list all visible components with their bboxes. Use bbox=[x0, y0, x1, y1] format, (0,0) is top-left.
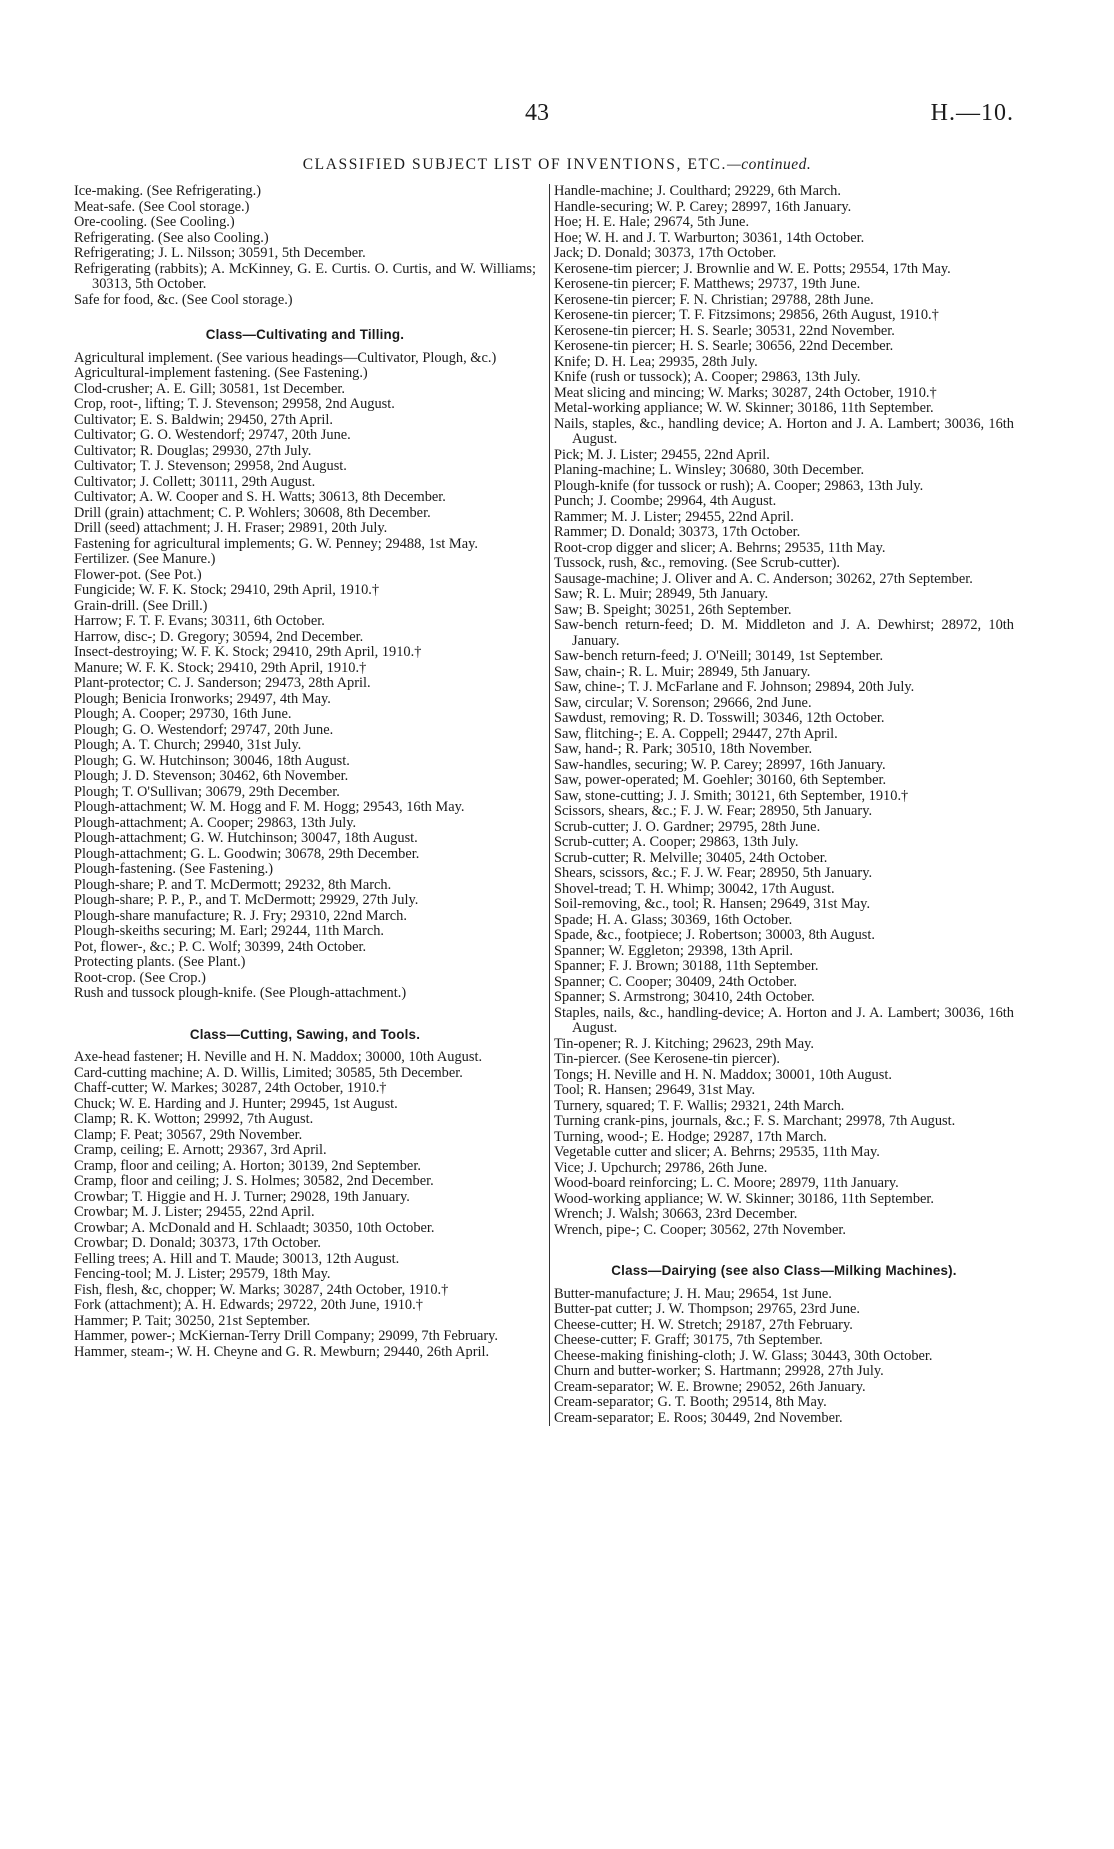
list-item: Plough; G. O. Westendorf; 29747, 20th June. bbox=[74, 721, 334, 738]
list-item: Cramp, floor and ceiling; A. Horton; 30139, 2nd September. bbox=[74, 1157, 421, 1174]
list-item: Saw-bench return-feed; J. O'Neill; 30149, 1st September. bbox=[554, 648, 884, 664]
cutting-continued-entries bbox=[554, 184, 1014, 1238]
spacer bbox=[74, 308, 536, 327]
running-head-title: CLASSIFIED SUBJECT LIST OF INVENTIONS, ETC. bbox=[302, 156, 728, 173]
list-item: Ore-cooling. (See Cooling.) bbox=[74, 214, 235, 230]
running-head-suffix: —continued. bbox=[727, 156, 812, 173]
spacer bbox=[74, 1002, 536, 1027]
list-item: Fish, flesh, &c, chopper; W. Marks; 30287, 24th October, 1910.† bbox=[74, 1281, 449, 1298]
list-item: Plough-attachment; G. W. Hutchinson; 30047, 18th August. bbox=[74, 830, 418, 846]
list-item: Axe-head fastener; H. Neville and H. N. Maddox; 30000, 10th August. bbox=[74, 1049, 483, 1065]
list-item: Hoe; W. H. and J. T. Warburton; 30361, 14th October. bbox=[554, 229, 865, 246]
list-item: Shears, scissors, &c.; F. J. W. Fear; 28950, 5th January. bbox=[554, 865, 873, 881]
list-item: Meat-safe. (See Cool storage.) bbox=[74, 198, 250, 215]
list-item: Staples, nails, &c., handling-device; A. Horton and J. A. Lambert; 30036, 16th August. bbox=[554, 1004, 1014, 1036]
list-item: Felling trees; A. Hill and T. Maude; 30013, 12th August. bbox=[74, 1250, 400, 1267]
list-item: Cream-separator; G. T. Booth; 29514, 8th May. bbox=[554, 1394, 827, 1410]
list-item: Knife; D. H. Lea; 29935, 28th July. bbox=[554, 353, 758, 370]
list-item: Saw, circular; V. Sorenson; 29666, 2nd June. bbox=[554, 694, 812, 711]
list-item: Saw; R. L. Muir; 28949, 5th January. bbox=[554, 586, 769, 602]
list-item: Rush and tussock plough-knife. (See Plough-attachment.) bbox=[74, 985, 407, 1001]
list-item: Vice; J. Upchurch; 29786, 26th June. bbox=[554, 1159, 768, 1176]
list-item: Crowbar; A. McDonald and H. Schlaadt; 30350, 10th October. bbox=[74, 1219, 435, 1236]
list-item: Cheese-cutter; H. W. Stretch; 29187, 27th February. bbox=[554, 1316, 853, 1333]
list-item: Knife (rush or tussock); A. Cooper; 29863, 13th July. bbox=[554, 369, 861, 385]
list-item: Wrench, pipe-; C. Cooper; 30562, 27th November. bbox=[554, 1221, 846, 1238]
list-item: Tin-opener; R. J. Kitching; 29623, 29th May. bbox=[554, 1035, 814, 1052]
list-item: Cramp, floor and ceiling; J. S. Holmes; 30582, 2nd December. bbox=[74, 1173, 434, 1189]
list-item: Plough; Benicia Ironworks; 29497, 4th May. bbox=[74, 690, 331, 707]
list-item: Saw, stone-cutting; J. J. Smith; 30121, 6th September, 1910.† bbox=[554, 787, 909, 804]
list-item: Plough; G. W. Hutchinson; 30046, 18th August. bbox=[74, 752, 350, 769]
list-item: Saw, chine-; T. J. McFarlane and F. Johnson; 29894, 20th July. bbox=[554, 679, 915, 695]
list-item: Scrub-cutter; J. O. Gardner; 29795, 28th June. bbox=[554, 818, 821, 835]
list-item: Rammer; D. Donald; 30373, 17th October. bbox=[554, 524, 801, 540]
list-item: Root-crop. (See Crop.) bbox=[74, 969, 206, 986]
list-item: Rammer; M. J. Lister; 29455, 22nd April. bbox=[554, 508, 794, 525]
list-item: Plough; J. D. Stevenson; 30462, 6th November. bbox=[74, 768, 349, 784]
list-item: Tussock, rush, &c., removing. (See Scrub-cutter). bbox=[554, 555, 841, 571]
list-item: Spanner; C. Cooper; 30409, 24th October. bbox=[554, 973, 798, 990]
list-item: Handle-securing; W. P. Carey; 28997, 16th January. bbox=[554, 198, 852, 215]
list-item: Protecting plants. (See Plant.) bbox=[74, 954, 246, 970]
list-item: Agricultural-implement fastening. (See Fastening.) bbox=[74, 365, 368, 381]
list-item: Scrub-cutter; R. Melville; 30405, 24th October. bbox=[554, 849, 828, 866]
list-item: Kerosene-tin piercer; T. F. Fitzsimons; 29856, 26th August, 1910.† bbox=[554, 307, 939, 323]
list-item: Chaff-cutter; W. Markes; 30287, 24th October, 1910.† bbox=[74, 1080, 387, 1096]
list-item: Clamp; R. K. Wotton; 29992, 7th August. bbox=[74, 1111, 314, 1127]
list-item: Plough-share manufacture; R. J. Fry; 29310, 22nd March. bbox=[74, 907, 407, 924]
list-item: Fertilizer. (See Manure.) bbox=[74, 551, 216, 567]
list-item: Butter-pat cutter; J. W. Thompson; 29765, 23rd June. bbox=[554, 1301, 861, 1317]
list-item: Crowbar; D. Donald; 30373, 17th October. bbox=[74, 1235, 322, 1251]
list-item: Plough-skeiths securing; M. Earl; 29244, 11th March. bbox=[74, 923, 385, 939]
list-item: Agricultural implement. (See various headings—Cultivator, Plough, &c.) bbox=[74, 349, 497, 366]
list-item: Saw-handles, securing; W. P. Carey; 28997, 16th January. bbox=[554, 756, 886, 773]
list-item: Drill (grain) attachment; C. P. Wohlers; 30608, 8th December. bbox=[74, 504, 431, 521]
list-item: Refrigerating. (See also Cooling.) bbox=[74, 229, 269, 246]
list-item: Kerosene-tin piercer; H. S. Searle; 30531, 22nd November. bbox=[554, 322, 895, 339]
list-item: Card-cutting machine; A. D. Willis, Limited; 30585, 5th December. bbox=[74, 1064, 463, 1081]
list-item: Meat slicing and mincing; W. Marks; 30287, 24th October, 1910.† bbox=[554, 384, 937, 401]
list-item: Root-crop digger and slicer; A. Behrns; 29535, 11th May. bbox=[554, 539, 886, 556]
list-item: Wood-working appliance; W. W. Skinner; 30186, 11th September. bbox=[554, 1190, 935, 1207]
list-item: Wood-board reinforcing; L. C. Moore; 28979, 11th January. bbox=[554, 1175, 899, 1191]
list-item: Safe for food, &c. (See Cool storage.) bbox=[74, 291, 293, 308]
list-item: Jack; D. Donald; 30373, 17th October. bbox=[554, 245, 777, 261]
list-item: Hammer; P. Tait; 30250, 21st September. bbox=[74, 1312, 311, 1329]
list-item: Chuck; W. E. Harding and J. Hunter; 29945, 1st August. bbox=[74, 1095, 398, 1112]
list-item: Spanner; S. Armstrong; 30410, 24th October. bbox=[554, 989, 815, 1005]
list-item: Plough; A. T. Church; 29940, 31st July. bbox=[74, 737, 302, 753]
list-item: Cultivator; T. J. Stevenson; 29958, 2nd August. bbox=[74, 458, 347, 474]
list-item: Saw, hand-; R. Park; 30510, 18th November. bbox=[554, 741, 813, 757]
list-item: Plough-attachment; A. Cooper; 29863, 13th July. bbox=[74, 814, 357, 831]
list-item: Plough-attachment; G. L. Goodwin; 30678, 29th December. bbox=[74, 845, 420, 862]
list-item: Plough-share; P. and T. McDermott; 29232, 8th March. bbox=[74, 876, 392, 893]
list-item: Kerosene-tim piercer; J. Brownlie and W. E. Potts; 29554, 17th May. bbox=[554, 260, 951, 277]
list-item: Sausage-machine; J. Oliver and A. C. Anderson; 30262, 27th September. bbox=[554, 570, 973, 587]
list-item: Tongs; H. Neville and H. N. Maddox; 30001, 10th August. bbox=[554, 1066, 892, 1083]
right-column bbox=[549, 184, 1014, 1426]
list-item: Plough; A. Cooper; 29730, 16th June. bbox=[74, 706, 292, 722]
list-item: Turning, wood-; E. Hodge; 29287, 17th March. bbox=[554, 1128, 827, 1145]
list-item: Harrow; F. T. F. Evans; 30311, 6th October. bbox=[74, 613, 325, 629]
list-item: Butter-manufacture; J. H. Mau; 29654, 1st June. bbox=[554, 1285, 832, 1302]
list-item: Cheese-making finishing-cloth; J. W. Glass; 30443, 30th October. bbox=[554, 1347, 933, 1364]
list-item: Hammer, power-; McKiernan-Terry Drill Company; 29099, 7th February. bbox=[74, 1328, 499, 1344]
list-item: Cultivator; R. Douglas; 29930, 27th July. bbox=[74, 442, 312, 459]
page-number: 43 bbox=[525, 100, 549, 126]
list-item: Fork (attachment); A. H. Edwards; 29722, 20th June, 1910.† bbox=[74, 1297, 423, 1313]
list-item: Kerosene-tin piercer; H. S. Searle; 30656, 22nd December. bbox=[554, 338, 894, 354]
list-item: Spade; H. A. Glass; 30369, 16th October. bbox=[554, 911, 793, 928]
list-item: Spade, &c., footpiece; J. Robertson; 30003, 8th August. bbox=[554, 927, 875, 943]
list-item: Scrub-cutter; A. Cooper; 29863, 13th July. bbox=[554, 834, 799, 850]
cutting-entries bbox=[74, 1050, 536, 1360]
list-item: Pick; M. J. Lister; 29455, 22nd April. bbox=[554, 446, 770, 463]
list-item: Cultivator; E. S. Baldwin; 29450, 27th April. bbox=[74, 411, 334, 428]
list-item: Wrench; J. Walsh; 30663, 23rd December. bbox=[554, 1206, 798, 1222]
list-item: Kerosene-tin piercer; F. Matthews; 29737, 19th June. bbox=[554, 276, 861, 292]
list-item: Tin-piercer. (See Kerosene-tin piercer). bbox=[554, 1051, 781, 1067]
list-item: Tool; R. Hansen; 29649, 31st May. bbox=[554, 1082, 756, 1098]
list-item: Crowbar; M. J. Lister; 29455, 22nd April. bbox=[74, 1204, 315, 1220]
spacer bbox=[554, 1238, 1014, 1263]
list-item: Crowbar; T. Higgie and H. J. Turner; 29028, 19th January. bbox=[74, 1188, 410, 1205]
list-item: Grain-drill. (See Drill.) bbox=[74, 597, 208, 614]
list-item: Harrow, disc-; D. Gregory; 30594, 2nd December. bbox=[74, 628, 364, 645]
list-item: Refrigerating (rabbits); A. McKinney, G. E. Curtis. O. Curtis, and W. Williams; 30313, 5th October. bbox=[74, 260, 536, 292]
list-item: Metal-working appliance; W. W. Skinner; 30186, 11th September. bbox=[554, 400, 934, 416]
list-item: Saw, chain-; R. L. Muir; 28949, 5th January. bbox=[554, 663, 811, 680]
list-item: Flower-pot. (See Pot.) bbox=[74, 566, 202, 583]
list-item: Plough; T. O'Sullivan; 30679, 29th December. bbox=[74, 783, 340, 800]
list-item: Refrigerating; J. L. Nilsson; 30591, 5th December. bbox=[74, 245, 366, 261]
list-item: Nails, staples, &c., handling device; A. Horton and J. A. Lambert; 30036, 16th August. bbox=[554, 415, 1014, 447]
list-item: Manure; W. F. K. Stock; 29410, 29th April, 1910.† bbox=[74, 659, 367, 676]
list-item: Handle-machine; J. Coulthard; 29229, 6th March. bbox=[554, 183, 841, 199]
list-item: Saw, flitching-; E. A. Coppell; 29447, 27th April. bbox=[554, 725, 838, 742]
list-item: Cramp, ceiling; E. Arnott; 29367, 3rd April. bbox=[74, 1142, 327, 1158]
list-item: Fastening for agricultural implements; G. W. Penney; 29488, 1st May. bbox=[74, 535, 478, 552]
list-item: Soil-removing, &c., tool; R. Hansen; 29649, 31st May. bbox=[554, 896, 871, 912]
list-item: Cream-separator; E. Roos; 30449, 2nd November. bbox=[554, 1409, 843, 1426]
list-item: Insect-destroying; W. F. K. Stock; 29410, 29th April, 1910.† bbox=[74, 644, 422, 660]
list-item: Cultivator; J. Collett; 30111, 29th August. bbox=[74, 473, 316, 490]
list-item: Cultivator; A. W. Cooper and S. H. Watts; 30613, 8th December. bbox=[74, 489, 446, 505]
list-item: Planing-machine; L. Winsley; 30680, 30th December. bbox=[554, 462, 865, 478]
list-item: Plant-protector; C. J. Sanderson; 29473, 28th April. bbox=[74, 675, 371, 691]
list-item: Spanner; F. J. Brown; 30188, 11th September. bbox=[554, 958, 819, 974]
class-heading-dairying: Class—Dairying (see also Class—Milking Machines). bbox=[611, 1263, 957, 1278]
cultivating-entries bbox=[74, 351, 536, 1002]
list-item: Saw-bench return-feed; D. M. Middleton and J. A. Dewhirst; 28972, 10th January. bbox=[554, 617, 1014, 649]
class-heading-cultivating: Class—Cultivating and Tilling. bbox=[205, 327, 405, 342]
list-item: Fencing-tool; M. J. Lister; 29579, 18th May. bbox=[74, 1266, 331, 1282]
list-item: Fungicide; W. F. K. Stock; 29410, 29th April, 1910.† bbox=[74, 582, 380, 598]
list-item: Shovel-tread; T. H. Whimp; 30042, 17th August. bbox=[554, 880, 835, 897]
class-heading-cutting: Class—Cutting, Sawing, and Tools. bbox=[189, 1026, 421, 1042]
list-item: Cream-separator; W. E. Browne; 29052, 26th January. bbox=[554, 1378, 866, 1395]
list-item: Plough-fastening. (See Fastening.) bbox=[74, 861, 274, 877]
list-item: Churn and butter-worker; S. Hartmann; 29928, 27th July. bbox=[554, 1363, 884, 1379]
list-item: Punch; J. Coombe; 29964, 4th August. bbox=[554, 493, 777, 509]
list-item: Saw, power-operated; M. Goehler; 30160, 6th September. bbox=[554, 772, 887, 788]
list-item: Sawdust, removing; R. D. Tosswill; 30346, 12th October. bbox=[554, 710, 885, 726]
list-item: Plough-attachment; W. M. Hogg and F. M. Hogg; 29543, 16th May. bbox=[74, 799, 465, 815]
list-item: Turnery, squared; T. F. Wallis; 29321, 24th March. bbox=[554, 1097, 845, 1114]
list-item: Cultivator; G. O. Westendorf; 29747, 20th June. bbox=[74, 427, 351, 443]
list-item: Hammer, steam-; W. H. Cheyne and G. R. Mewburn; 29440, 26th April. bbox=[74, 1343, 490, 1360]
list-item: Turning crank-pins, journals, &c.; F. S. Marchant; 29978, 7th August. bbox=[554, 1113, 956, 1129]
list-item: Cheese-cutter; F. Graff; 30175, 7th September. bbox=[554, 1332, 823, 1348]
list-item: Plough-knife (for tussock or rush); A. Cooper; 29863, 13th July. bbox=[554, 477, 924, 494]
list-item: Crop, root-, lifting; T. J. Stevenson; 29958, 2nd August. bbox=[74, 396, 395, 412]
list-item: Kerosene-tin piercer; F. N. Christian; 29788, 28th June. bbox=[554, 291, 874, 308]
list-item: Scissors, shears, &c.; F. J. W. Fear; 28950, 5th January. bbox=[554, 803, 873, 819]
list-item: Clod-crusher; A. E. Gill; 30581, 1st December. bbox=[74, 380, 345, 397]
intro-entries bbox=[74, 184, 536, 308]
running-head bbox=[0, 156, 1114, 174]
list-item: Pot, flower-, &c.; P. C. Wolf; 30399, 24th October. bbox=[74, 938, 367, 955]
list-item: Clamp; F. Peat; 30567, 29th November. bbox=[74, 1126, 303, 1143]
dairying-entries bbox=[554, 1287, 1014, 1427]
list-item: Spanner; W. Eggleton; 29398, 13th April. bbox=[554, 942, 794, 959]
list-item: Hoe; H. E. Hale; 29674, 5th June. bbox=[554, 214, 750, 230]
document-code: H.—10. bbox=[930, 100, 1014, 126]
list-item: Vegetable cutter and slicer; A. Behrns; 29535, 11th May. bbox=[554, 1144, 880, 1160]
list-item: Ice-making. (See Refrigerating.) bbox=[74, 183, 261, 199]
list-item: Plough-share; P. P., P., and T. McDermott; 29929, 27th July. bbox=[74, 892, 419, 908]
left-column bbox=[74, 184, 536, 1360]
list-item: Saw; B. Speight; 30251, 26th September. bbox=[554, 601, 792, 618]
list-item: Drill (seed) attachment; J. H. Fraser; 29891, 20th July. bbox=[74, 520, 388, 536]
